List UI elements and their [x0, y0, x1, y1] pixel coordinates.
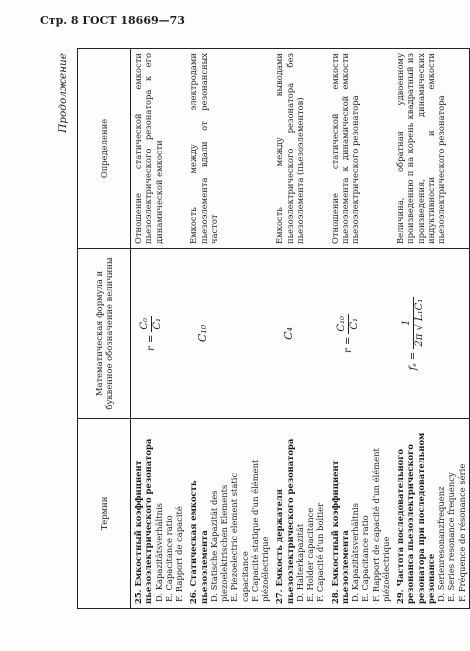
formula-cell [186, 249, 272, 419]
term-translation: E. Capacitance ratio [163, 515, 174, 602]
definition-cell: Емкость между выводами пьезоэлектрического резонатора без пьезоэлемента (пьезоэлементов) [272, 49, 327, 249]
table-row [131, 49, 187, 609]
term-translation: E. Series resonance frequency [446, 472, 457, 602]
table-body [131, 49, 470, 609]
table-row [393, 49, 469, 609]
formula-symbol: C₄ [282, 327, 296, 340]
formula [139, 316, 164, 351]
term-russian: 25. Емкостный коэффициент пьезоэлектрического резонатора [133, 438, 154, 604]
term-translation: D. Kapazitätsverhältnis [350, 503, 360, 602]
definition-cell: Отношение статической емкости пьезоэлектрического резонатора к его динамической емкости [131, 49, 187, 249]
formula-denominator: C₁ [348, 318, 360, 330]
table-row [272, 49, 327, 609]
term-cell [131, 419, 187, 609]
header-definition: Определение [78, 49, 131, 249]
formula-numerator: C₀ [139, 316, 152, 332]
header-formula: Математическая формула и буквенное обозначение величины [78, 249, 131, 419]
term-translation: E. Capacitance ratio [360, 515, 371, 602]
formula [401, 297, 426, 371]
terms-table [77, 48, 470, 609]
term-translation: F. Rapport de capacité [174, 506, 184, 602]
term-russian: 26. Статическая емкость пьезоэлемента [188, 480, 209, 604]
term-translation: E. Holder capacitance [305, 507, 315, 602]
formula-cell [131, 249, 187, 419]
term-translation: D. Statische Kapazität des piezoelektrischen Elements [208, 484, 229, 602]
term-russian: 28. Емкостный коэффициент пьезоэлемента [329, 460, 350, 604]
term-translation: F. Capacité statique d'un élément piézoélectrique [249, 459, 270, 602]
formula-fraction [139, 316, 164, 332]
formula-denominator: C₁ [152, 318, 164, 330]
term-cell [186, 419, 272, 609]
table-row [328, 49, 394, 609]
formula-fraction [401, 297, 426, 349]
table-row [186, 49, 272, 609]
table-header-row [78, 49, 131, 609]
term-cell [393, 419, 469, 609]
term-translation: F. Capacité d'un boîtier [315, 502, 326, 602]
definition-cell: Отношение статической емкости пьезоэлемента к динамической емкости пьезоэлектрического резонатора [328, 49, 394, 249]
term-translation: D. Kapazitätsverhältnis [153, 503, 164, 602]
formula-cell [328, 249, 394, 419]
term-russian: 27. Емкость держателя пьезоэлектрического резонатора [274, 438, 295, 604]
term-translation: D. Serienresonanzfrequenz [436, 486, 446, 602]
rotated-table-block [57, 49, 467, 609]
term-translation: F. Rapport de capacité d'un élément piézoélectrique [370, 448, 391, 602]
definition-cell: Емкость между электродами пьезоэлемента вдали от резонансных частот [186, 49, 272, 249]
header-term: Термин [78, 419, 131, 609]
formula-lhs: r = [342, 336, 354, 354]
formula-fraction [336, 314, 361, 334]
formula-numerator: C₁₀ [336, 314, 349, 334]
term-translation: F. Fréquence de résonance série [456, 463, 467, 602]
formula-symbol: C₁₀ [196, 324, 210, 343]
formula [336, 314, 361, 353]
term-russian: 29. Частота последовательного резонанса пьезоэлектрического резонатора при последовательном резонансе [395, 432, 436, 604]
term-cell [272, 419, 327, 609]
formula-lhs: r = [146, 334, 158, 352]
definition-cell: Величина, обратная удвоенному произведению π на корень квадратный из произведения, динамических индуктивности и емкости пьезоэлектрического резонатора [393, 49, 469, 249]
formula-lhs: fₛ = [408, 351, 420, 371]
formula-cell [393, 249, 469, 419]
formula-numerator: 1 [401, 297, 414, 349]
term-cell [328, 419, 394, 609]
page-header: Стр. 8 ГОСТ 18669—73 [40, 14, 185, 27]
term-translation: E. Piezoelectric element static capacitance [229, 472, 250, 602]
formula-denominator: 2π √ L₁C₁ [414, 298, 426, 347]
continued-label: Продолжение [57, 53, 69, 133]
formula-cell [272, 249, 327, 419]
term-translation: D. Halterkapazität [294, 523, 305, 602]
